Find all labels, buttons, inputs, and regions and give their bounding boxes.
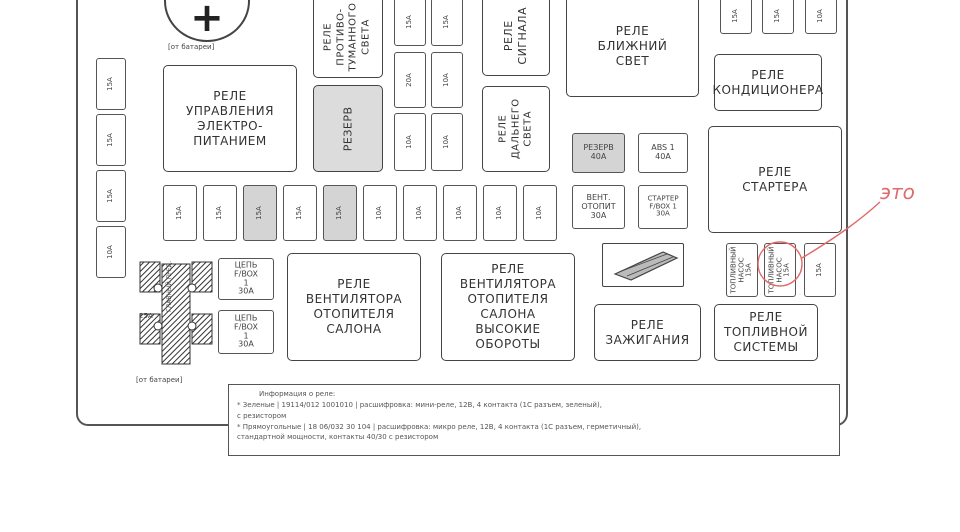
relay-power-control: РЕЛЕ УПРАВЛЕНИЯ ЭЛЕКТРО- ПИТАНИЕМ	[163, 65, 297, 172]
fuse-tr-2: 15А	[762, 0, 794, 34]
relay-high-beam: РЕЛЕ ДАЛЬНЕГО СВЕТА	[482, 86, 550, 172]
battery-feed-label-bottom: [от батареи]	[136, 376, 183, 384]
fuse-mid-10: 10А	[523, 185, 557, 241]
relay-ignition: РЕЛЕ ЗАЖИГАНИЯ	[594, 304, 701, 361]
fuse-top-5: 10А	[394, 113, 426, 171]
fuse-heater-30a: ВЕНТ. ОТОПИТ 30А	[572, 185, 625, 229]
relay-fog: РЕЛЕ ПРОТИВО- ТУМАННОГО СВЕТА	[313, 0, 383, 78]
annotation-mark	[750, 180, 950, 300]
fuse-top-6: 10А	[431, 113, 463, 171]
annotation-text: это	[880, 180, 915, 204]
relay-info-box	[228, 384, 840, 456]
fuse-reserve-40a: РЕЗЕРВ 40А	[572, 133, 625, 173]
fuse-top-4: 10А	[431, 52, 463, 108]
relay-signal: РЕЛЕ СИГНАЛА	[482, 0, 550, 76]
info-line-1: * Зеленые | 19114/012 1001010 | расшифровка: мини-реле, 12В, 4 контакта (1С разъем, зеленый),	[237, 400, 602, 409]
fuse-br-3: 15А	[804, 243, 836, 297]
fuse-left-1: 15А	[96, 58, 126, 110]
fuse-br-1: ТОПЛИВНЫЙ НАСОС 15А	[726, 243, 758, 297]
fuse-starter-30a: СТАРТЕР F/BOX 1 30А	[638, 185, 688, 229]
fuse-left-2: 15А	[96, 114, 126, 166]
fuse-mid-5: 15А	[323, 185, 357, 241]
fuse-br-2: ТОПЛИВНЫЙ НАСОС 15А	[764, 243, 796, 297]
info-title: Информация о реле:	[259, 390, 336, 398]
fuse-tr-3: 10А	[805, 0, 837, 34]
fuse-mid-2: 15А	[203, 185, 237, 241]
fuse-circuit-2: ЦЕПЬ F/BOX 1 30А	[218, 310, 274, 354]
fuse-mid-9: 10А	[483, 185, 517, 241]
fuse-mid-6: 10А	[363, 185, 397, 241]
fuse-top-3: 20А	[394, 52, 426, 108]
relay-ac: РЕЛЕ КОНДИЦИОНЕРА	[714, 54, 822, 111]
relay-fuel: РЕЛЕ ТОПЛИВНОЙ СИСТЕМЫ	[714, 304, 818, 361]
plus-icon: +	[190, 0, 224, 41]
info-line-4: стандартной мощности, контакты 40/30 с резистором	[237, 433, 439, 442]
relay-fan-cabin-high: РЕЛЕ ВЕНТИЛЯТОРА ОТОПИТЕЛЯ САЛОНА ВЫСОКИЕ ОБОРОТЫ	[441, 253, 575, 361]
fuse-mid-4: 15А	[283, 185, 317, 241]
fuse-top-2: 15А	[431, 0, 463, 46]
fuse-mid-8: 10А	[443, 185, 477, 241]
positive-terminal	[164, 0, 250, 42]
fuse-mid-7: 10А	[403, 185, 437, 241]
fuse-tr-1: 15А	[720, 0, 752, 34]
fuse-circuit-1: ЦЕПЬ F/BOX 1 30А	[218, 258, 274, 300]
battery-feed-label-top: [от батареи]	[168, 43, 215, 51]
info-line-2: с резистором	[237, 411, 287, 420]
fuse-left-3: 15А	[96, 170, 126, 222]
relay-fan-cabin: РЕЛЕ ВЕНТИЛЯТОРА ОТОПИТЕЛЯ САЛОНА	[287, 253, 421, 361]
main-fuse-label: ГЛАВНЫЙ ПРЕД.	[166, 260, 173, 312]
info-line-3: * Прямоугольные | 18 06/032 30 104 | расшифровка: микро реле, 12В, 4 контакта (1С разъем, герметичный),	[237, 422, 642, 431]
connector-icon	[603, 244, 683, 286]
fuse-top-1: 15А	[394, 0, 426, 46]
fuse-abs1-40a: ABS 1 40А	[638, 133, 688, 173]
fuse-mid-1: 15А	[163, 185, 197, 241]
main-fuse-amp: 25А	[139, 312, 153, 320]
relay-reserve: РЕЗЕРВ	[313, 85, 383, 172]
connector	[602, 243, 684, 287]
relay-starter: РЕЛЕ СТАРТЕРА	[708, 126, 842, 233]
fuse-mid-3: 15А	[243, 185, 277, 241]
fuse-left-4: 10А	[96, 226, 126, 278]
relay-low-beam: РЕЛЕ БЛИЖНИЙ СВЕТ	[566, 0, 699, 97]
